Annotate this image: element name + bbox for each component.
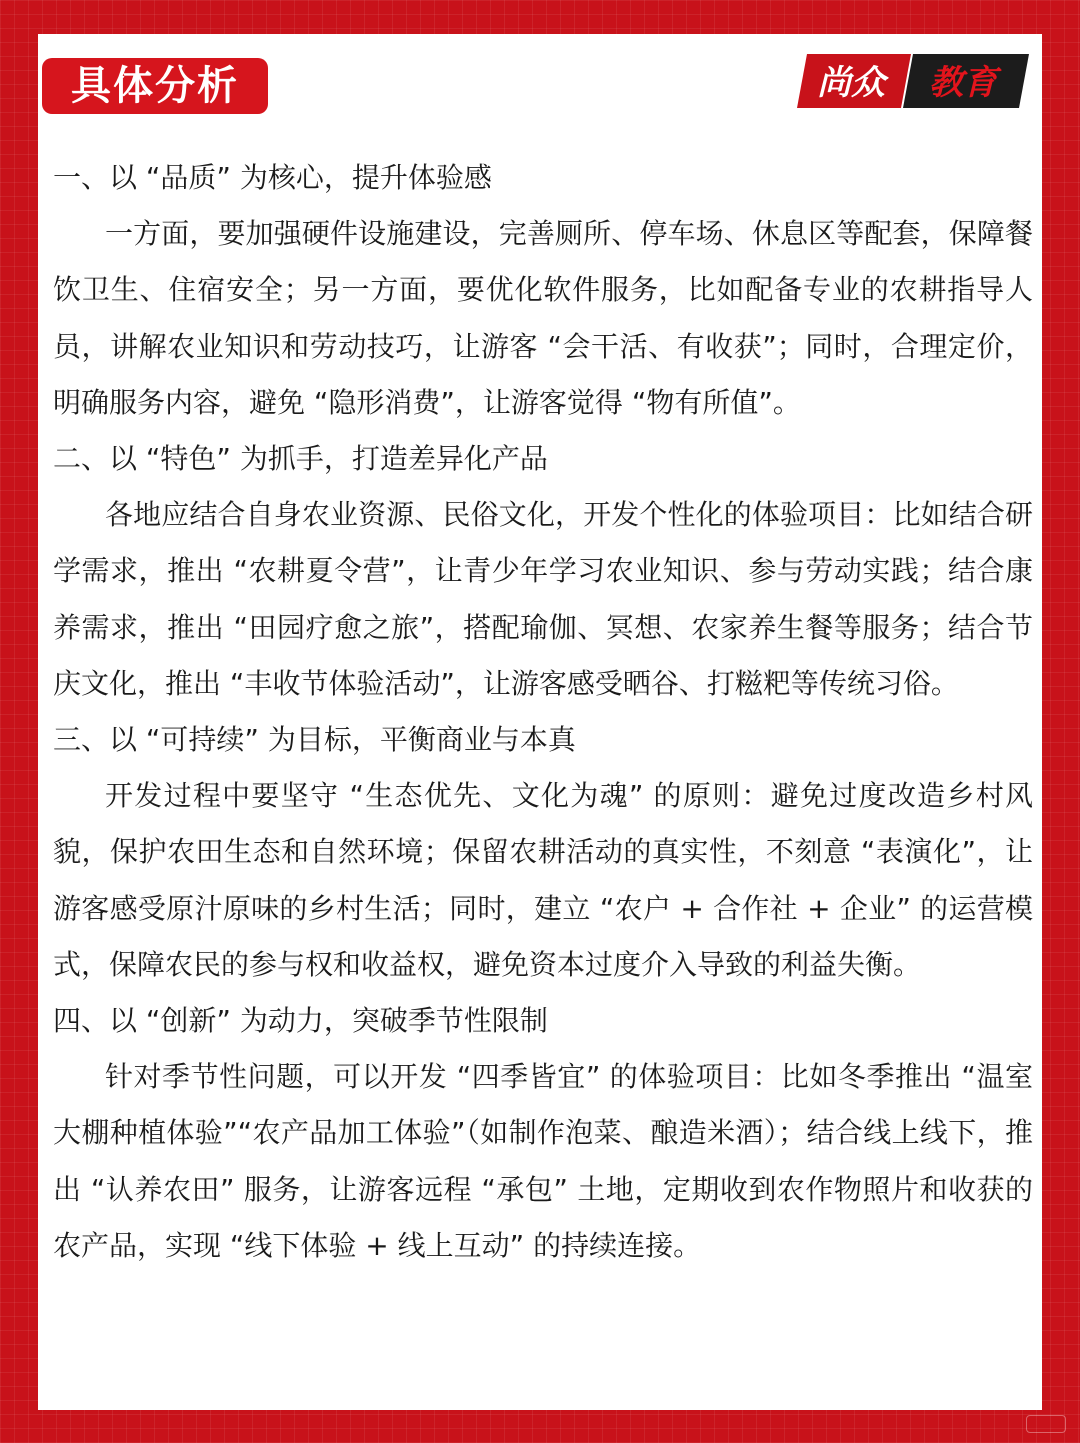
brand-logo: [793, 52, 1033, 112]
section-heading-2: 二、以 “特色” 为抓手，打造差异化产品: [53, 442, 548, 476]
document-page: [38, 34, 1042, 1410]
watermark: [1026, 1415, 1066, 1433]
section-body-2: 各地应结合自身农业资源、民俗文化，开发个性化的体验项目：比如结合研学需求，推出 “农耕夏令营”，让青少年学习农业知识、参与劳动实践；结合康养需求，推出 “田园疗愈之旅”，搭配瑜伽、冥想、农家养生餐等服务；结合节庆文化，推出 “丰收节体验活动”，让游客感受晒谷、打糍粑等传统习俗。: [53, 498, 1033, 700]
logo-left-text: 尚众: [817, 63, 885, 103]
section-heading-4: 四、以 “创新” 为动力，突破季节性限制: [53, 1004, 548, 1038]
section-body-3: 开发过程中要坚守 “生态优先、文化为魂” 的原则：避免过度改造乡村风貌，保护农田生态和自然环境；保留农耕活动的真实性，不刻意 “表演化”，让游客感受原汁原味的乡村生活；同时，建立 “农户 + 合作社 + 企业” 的运营模式，保障农民的参与权和收益权，避免资本过度介入导致的利益失衡。: [53, 779, 1033, 981]
section-heading-3: 三、以 “可持续” 为目标，平衡商业与本真: [53, 723, 576, 757]
section-body-1: 一方面，要加强硬件设施建设，完善厕所、停车场、休息区等配套，保障餐饮卫生、住宿安全；另一方面，要优化软件服务，比如配备专业的农耕指导人员，讲解农业知识和劳动技巧，让游客 “会干活、有收获”；同时，合理定价，明确服务内容，避免 “隐形消费”，让游客觉得 “物有所值”。: [53, 217, 1033, 419]
section-heading-1: 一、以 “品质” 为核心，提升体验感: [53, 161, 492, 194]
title-badge: 具体分析: [42, 58, 268, 114]
section-body-4: 针对季节性问题，可以开发 “四季皆宜” 的体验项目：比如冬季推出 “温室大棚种植体验”“农产品加工体验”（如制作泡菜、酿造米酒）；结合线上线下，推出 “认养农田” 服务，让游客远程 “承包” 土地，定期收到农作物照片和收获的农产品，实现 “线下体验 + 线上互动” 的持续连接。: [53, 1060, 1033, 1262]
article-content: [53, 150, 1033, 1274]
logo-right-text: 教育: [929, 63, 997, 103]
